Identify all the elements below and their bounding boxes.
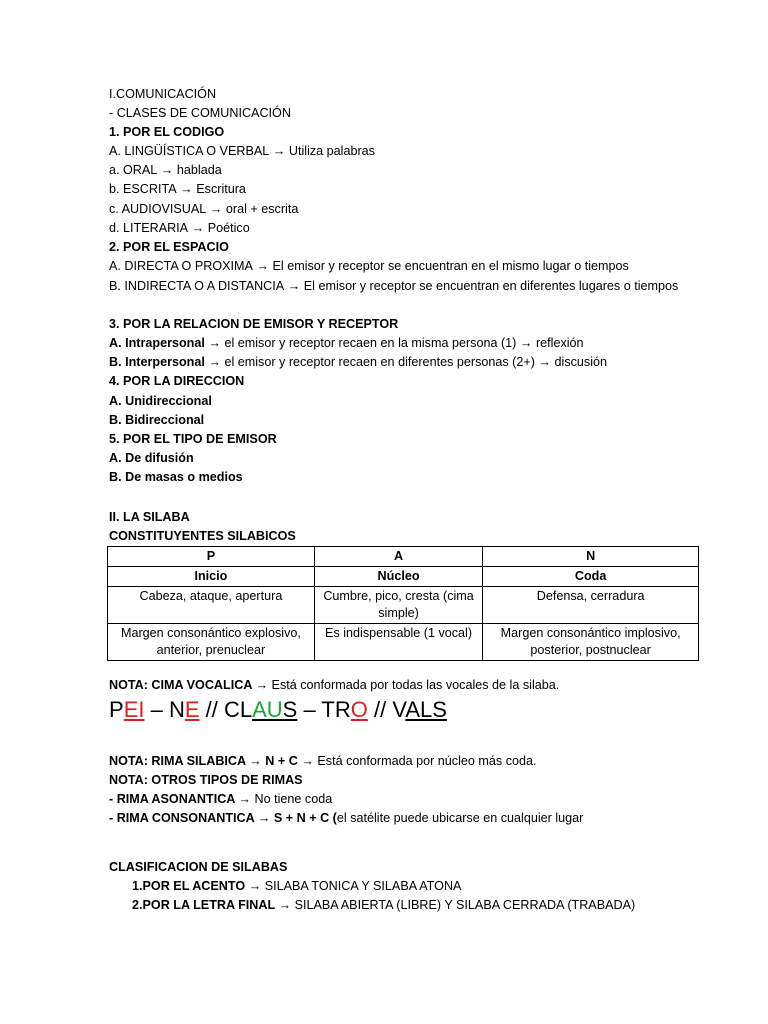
- arrow-icon: →: [254, 811, 274, 825]
- heading-por-el-espacio: 2. POR EL ESPACIO: [109, 240, 229, 254]
- arrow-icon: →: [534, 355, 555, 369]
- heading-por-la-direccion: 4. POR LA DIRECCION: [109, 374, 245, 388]
- arrow-icon: →: [188, 221, 208, 235]
- heading-por-el-codigo: 1. POR EL CODIGO: [109, 125, 225, 139]
- list-item: B. Bidireccional: [109, 413, 205, 427]
- table-header: Coda: [483, 567, 699, 587]
- list-item: c. AUDIOVISUAL → oral + escrita: [109, 202, 299, 216]
- section-title-comunicacion: I.COMUNICACIÓN: [109, 87, 217, 101]
- arrow-icon: →: [176, 182, 197, 196]
- arrow-icon: →: [274, 898, 295, 912]
- table-row: [108, 547, 699, 567]
- table-cell: Defensa, cerradura: [483, 587, 699, 624]
- arrow-icon: →: [245, 879, 265, 893]
- table-cell: Margen consonántico explosivo, anterior, prenuclear: [108, 624, 315, 661]
- table-letter: A: [314, 547, 482, 567]
- table-cell: Cumbre, pico, cresta (cima simple): [314, 587, 482, 624]
- list-item: B. Interpersonal → el emisor y receptor recaen en diferentes personas (2+) → discusión: [109, 355, 608, 369]
- rima-asonantica: - RIMA ASONANTICA → No tiene coda: [109, 792, 333, 806]
- heading-clasificacion: CLASIFICACION DE SILABAS: [109, 860, 288, 874]
- syllable-constituents-table: [107, 546, 699, 661]
- table-cell: Cabeza, ataque, apertura: [108, 587, 315, 624]
- heading-por-el-tipo-de-emisor: 5. POR EL TIPO DE EMISOR: [109, 432, 277, 446]
- list-item: A. Intrapersonal → el emisor y receptor recaen en la misma persona (1) → reflexión: [109, 336, 584, 350]
- rima-consonantica: - RIMA CONSONANTICA → S + N + C (el satélite puede ubicarse en cualquier lugar: [109, 811, 584, 825]
- list-item: A. Unidireccional: [109, 394, 212, 408]
- list-item: A. De difusión: [109, 451, 194, 465]
- nota-rima-silabica: NOTA: RIMA SILABICA → N + C → Está conformada por núcleo más coda.: [109, 754, 537, 768]
- heading-por-la-relacion: 3. POR LA RELACION DE EMISOR Y RECEPTOR: [109, 317, 399, 331]
- table-row: [108, 567, 699, 587]
- list-item: A. DIRECTA O PROXIMA → El emisor y receptor se encuentran en el mismo lugar o tiempos: [109, 259, 629, 273]
- table-header: Núcleo: [314, 567, 482, 587]
- list-item: 2.POR LA LETRA FINAL → SILABA ABIERTA (LIBRE) Y SILABA CERRADA (TRABADA): [132, 898, 636, 912]
- table-cell: Es indispensable (1 vocal): [314, 624, 482, 661]
- arrow-icon: →: [206, 202, 226, 216]
- subtitle-clases: - CLASES DE COMUNICACIÓN: [109, 106, 291, 120]
- table-row: [108, 587, 699, 624]
- arrow-icon: →: [234, 792, 255, 806]
- arrow-icon: →: [284, 279, 304, 293]
- list-item: 1.POR EL ACENTO → SILABA TONICA Y SILABA ATONA: [132, 879, 462, 893]
- arrow-icon: →: [204, 336, 225, 350]
- arrow-icon: →: [204, 355, 225, 369]
- arrow-icon: →: [245, 754, 266, 768]
- arrow-icon: →: [516, 336, 536, 350]
- arrow-icon: →: [269, 144, 289, 158]
- arrow-icon: →: [251, 678, 272, 692]
- nota-cima-vocalica: NOTA: CIMA VOCALICA → Está conformada por todas las vocales de la silaba.: [109, 678, 560, 692]
- arrow-icon: →: [157, 163, 177, 177]
- arrow-icon: →: [297, 754, 318, 768]
- list-item: A. LINGÜÍSTICA O VERBAL → Utiliza palabras: [109, 144, 375, 158]
- table-row: [108, 624, 699, 661]
- arrow-icon: →: [252, 259, 273, 273]
- table-header: Inicio: [108, 567, 315, 587]
- syllable-example: PEI – NE // CLAUS – TRO // VALS: [109, 697, 447, 722]
- list-item: d. LITERARIA → Poético: [109, 221, 250, 235]
- subtitle-constituyentes: CONSTITUYENTES SILABICOS: [109, 529, 296, 543]
- nota-otros-tipos: NOTA: OTROS TIPOS DE RIMAS: [109, 773, 303, 787]
- section-title-la-silaba: II. LA SILABA: [109, 510, 190, 524]
- list-item: b. ESCRITA → Escritura: [109, 182, 246, 196]
- table-letter: P: [108, 547, 315, 567]
- table-letter: N: [483, 547, 699, 567]
- list-item: B. De masas o medios: [109, 470, 243, 484]
- list-item: a. ORAL → hablada: [109, 163, 222, 177]
- list-item: B. INDIRECTA O A DISTANCIA → El emisor y receptor se encuentran en diferentes lugares o tiempos: [109, 279, 679, 293]
- table-cell: Margen consonántico implosivo, posterior, postnuclear: [483, 624, 699, 661]
